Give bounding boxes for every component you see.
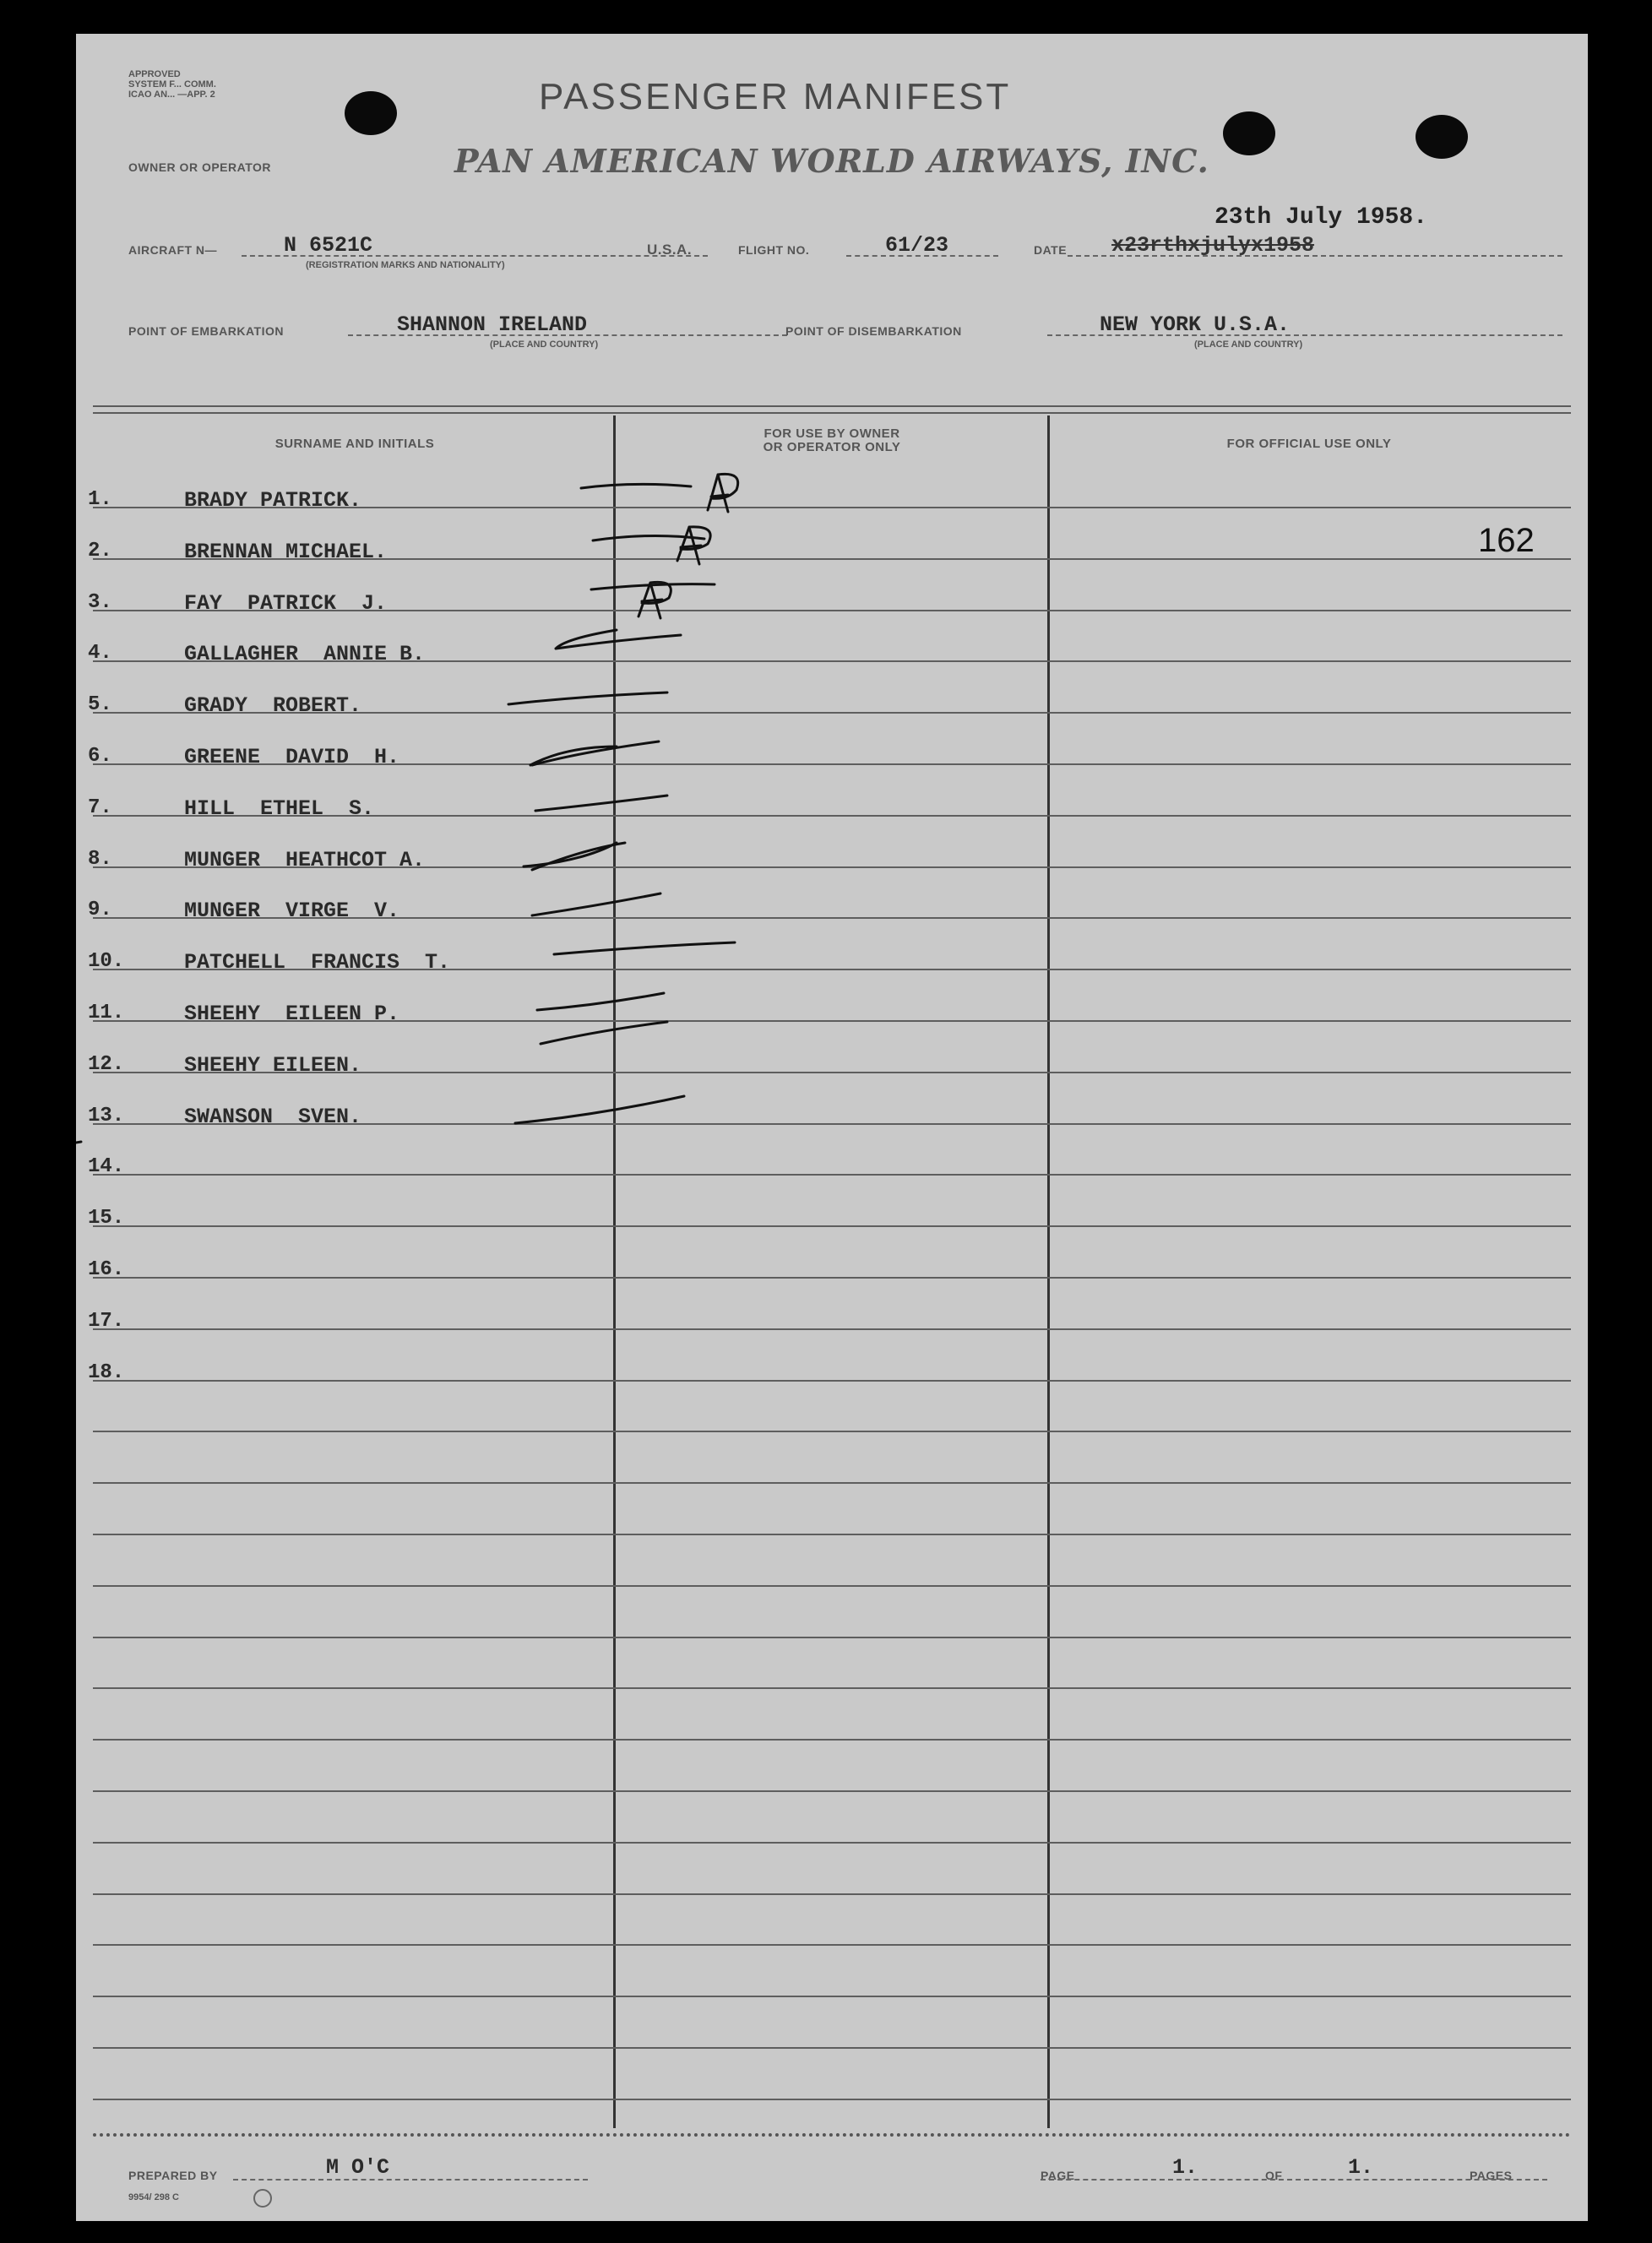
col-header-official: FOR OFFICIAL USE ONLY xyxy=(1226,437,1392,451)
page-underline xyxy=(1041,2179,1547,2181)
approval-line: ICAO AN... —APP. 2 xyxy=(128,90,215,100)
aircraft-value: N 6521C xyxy=(284,233,373,258)
prepared-value: M O'C xyxy=(326,2155,390,2180)
passenger-name: GALLAGHER ANNIE B. xyxy=(184,642,426,666)
of-label: OF xyxy=(1265,2169,1283,2182)
row-number: 1. xyxy=(88,488,112,511)
manifest-page xyxy=(76,34,1588,2221)
row-number: 14. xyxy=(88,1155,125,1178)
row-number: 8. xyxy=(88,848,112,871)
row-number: 10. xyxy=(88,950,125,973)
col-header-surname: SURNAME AND INITIALS xyxy=(274,437,435,451)
approval-line: APPROVED xyxy=(128,69,181,79)
col-header-owner-line1: FOR USE BY OWNER xyxy=(764,426,900,441)
passenger-name: SHEEHY EILEEN. xyxy=(184,1053,362,1078)
row-number: 4. xyxy=(88,642,112,665)
passenger-name: SHEEHY EILEEN P. xyxy=(184,1002,400,1026)
disembarkation-sublabel: (PLACE AND COUNTRY) xyxy=(1194,339,1303,350)
nationality-text: U.S.A. xyxy=(647,242,693,258)
passenger-name: SWANSON SVEN. xyxy=(184,1105,362,1129)
disembarkation-label: POINT OF DISEMBARKATION xyxy=(785,324,962,338)
pages-label: PAGES xyxy=(1470,2169,1513,2182)
approval-line: SYSTEM F... COMM. xyxy=(128,79,216,90)
page-value: 1. xyxy=(1172,2155,1198,2180)
page-label: PAGE xyxy=(1041,2169,1075,2182)
row-number: 7. xyxy=(88,796,112,819)
owner-value: PAN AMERICAN WORLD AIRWAYS, INC. xyxy=(454,142,1209,180)
col-header-owner-line2: OR OPERATOR ONLY xyxy=(763,440,901,454)
row-number: 5. xyxy=(88,693,112,716)
date-struck: x23rthxjulyx1958 xyxy=(1111,233,1315,258)
embarkation-value: SHANNON IRELAND xyxy=(397,312,588,337)
passenger-name: MUNGER VIRGE V. xyxy=(184,899,400,923)
embarkation-sublabel: (PLACE AND COUNTRY) xyxy=(490,339,599,350)
passenger-name: BRENNAN MICHAEL. xyxy=(184,540,388,564)
date-label: DATE xyxy=(1034,243,1068,257)
owner-label: OWNER OR OPERATOR xyxy=(128,160,271,174)
disembarkation-value: NEW YORK U.S.A. xyxy=(1100,312,1291,337)
prepared-underline xyxy=(233,2179,588,2181)
row-number: 6. xyxy=(88,745,112,768)
flight-value: 61/23 xyxy=(885,233,949,258)
embarkation-label: POINT OF EMBARKATION xyxy=(128,324,284,338)
official-note: 162 xyxy=(1478,522,1535,559)
prepared-label: PREPARED BY xyxy=(128,2169,218,2182)
aircraft-label: AIRCRAFT N— xyxy=(128,243,218,257)
passenger-name: MUNGER HEATHCOT A. xyxy=(184,848,426,872)
row-number: 11. xyxy=(88,1002,125,1024)
row-number: 3. xyxy=(88,591,112,614)
row-number: 16. xyxy=(88,1258,125,1281)
row-number: 17. xyxy=(88,1310,125,1333)
passenger-name: BRADY PATRICK. xyxy=(184,488,362,513)
form-number: 9954/ 298 C xyxy=(128,2192,179,2202)
row-number: 2. xyxy=(88,540,112,562)
aircraft-sublabel: (REGISTRATION MARKS AND NATIONALITY) xyxy=(306,260,505,270)
row-number: 13. xyxy=(88,1105,125,1127)
page-title: PASSENGER MANIFEST xyxy=(539,76,1012,117)
union-bug-icon xyxy=(253,2189,272,2208)
passenger-name: GRADY ROBERT. xyxy=(184,693,362,718)
date-value: 23th July 1958. xyxy=(1215,204,1428,231)
passenger-name: PATCHELL FRANCIS T. xyxy=(184,950,451,975)
handwritten-marks xyxy=(76,34,1588,2221)
passenger-name: FAY PATRICK J. xyxy=(184,591,388,616)
passenger-name: GREENE DAVID H. xyxy=(184,745,400,769)
row-number: 9. xyxy=(88,899,112,921)
footer-rule xyxy=(93,2133,1571,2137)
row-number: 18. xyxy=(88,1361,125,1384)
row-number: 15. xyxy=(88,1207,125,1230)
of-value: 1. xyxy=(1348,2155,1374,2180)
row-number: 12. xyxy=(88,1053,125,1076)
passenger-name: HILL ETHEL S. xyxy=(184,796,375,821)
flight-label: FLIGHT NO. xyxy=(738,243,810,257)
